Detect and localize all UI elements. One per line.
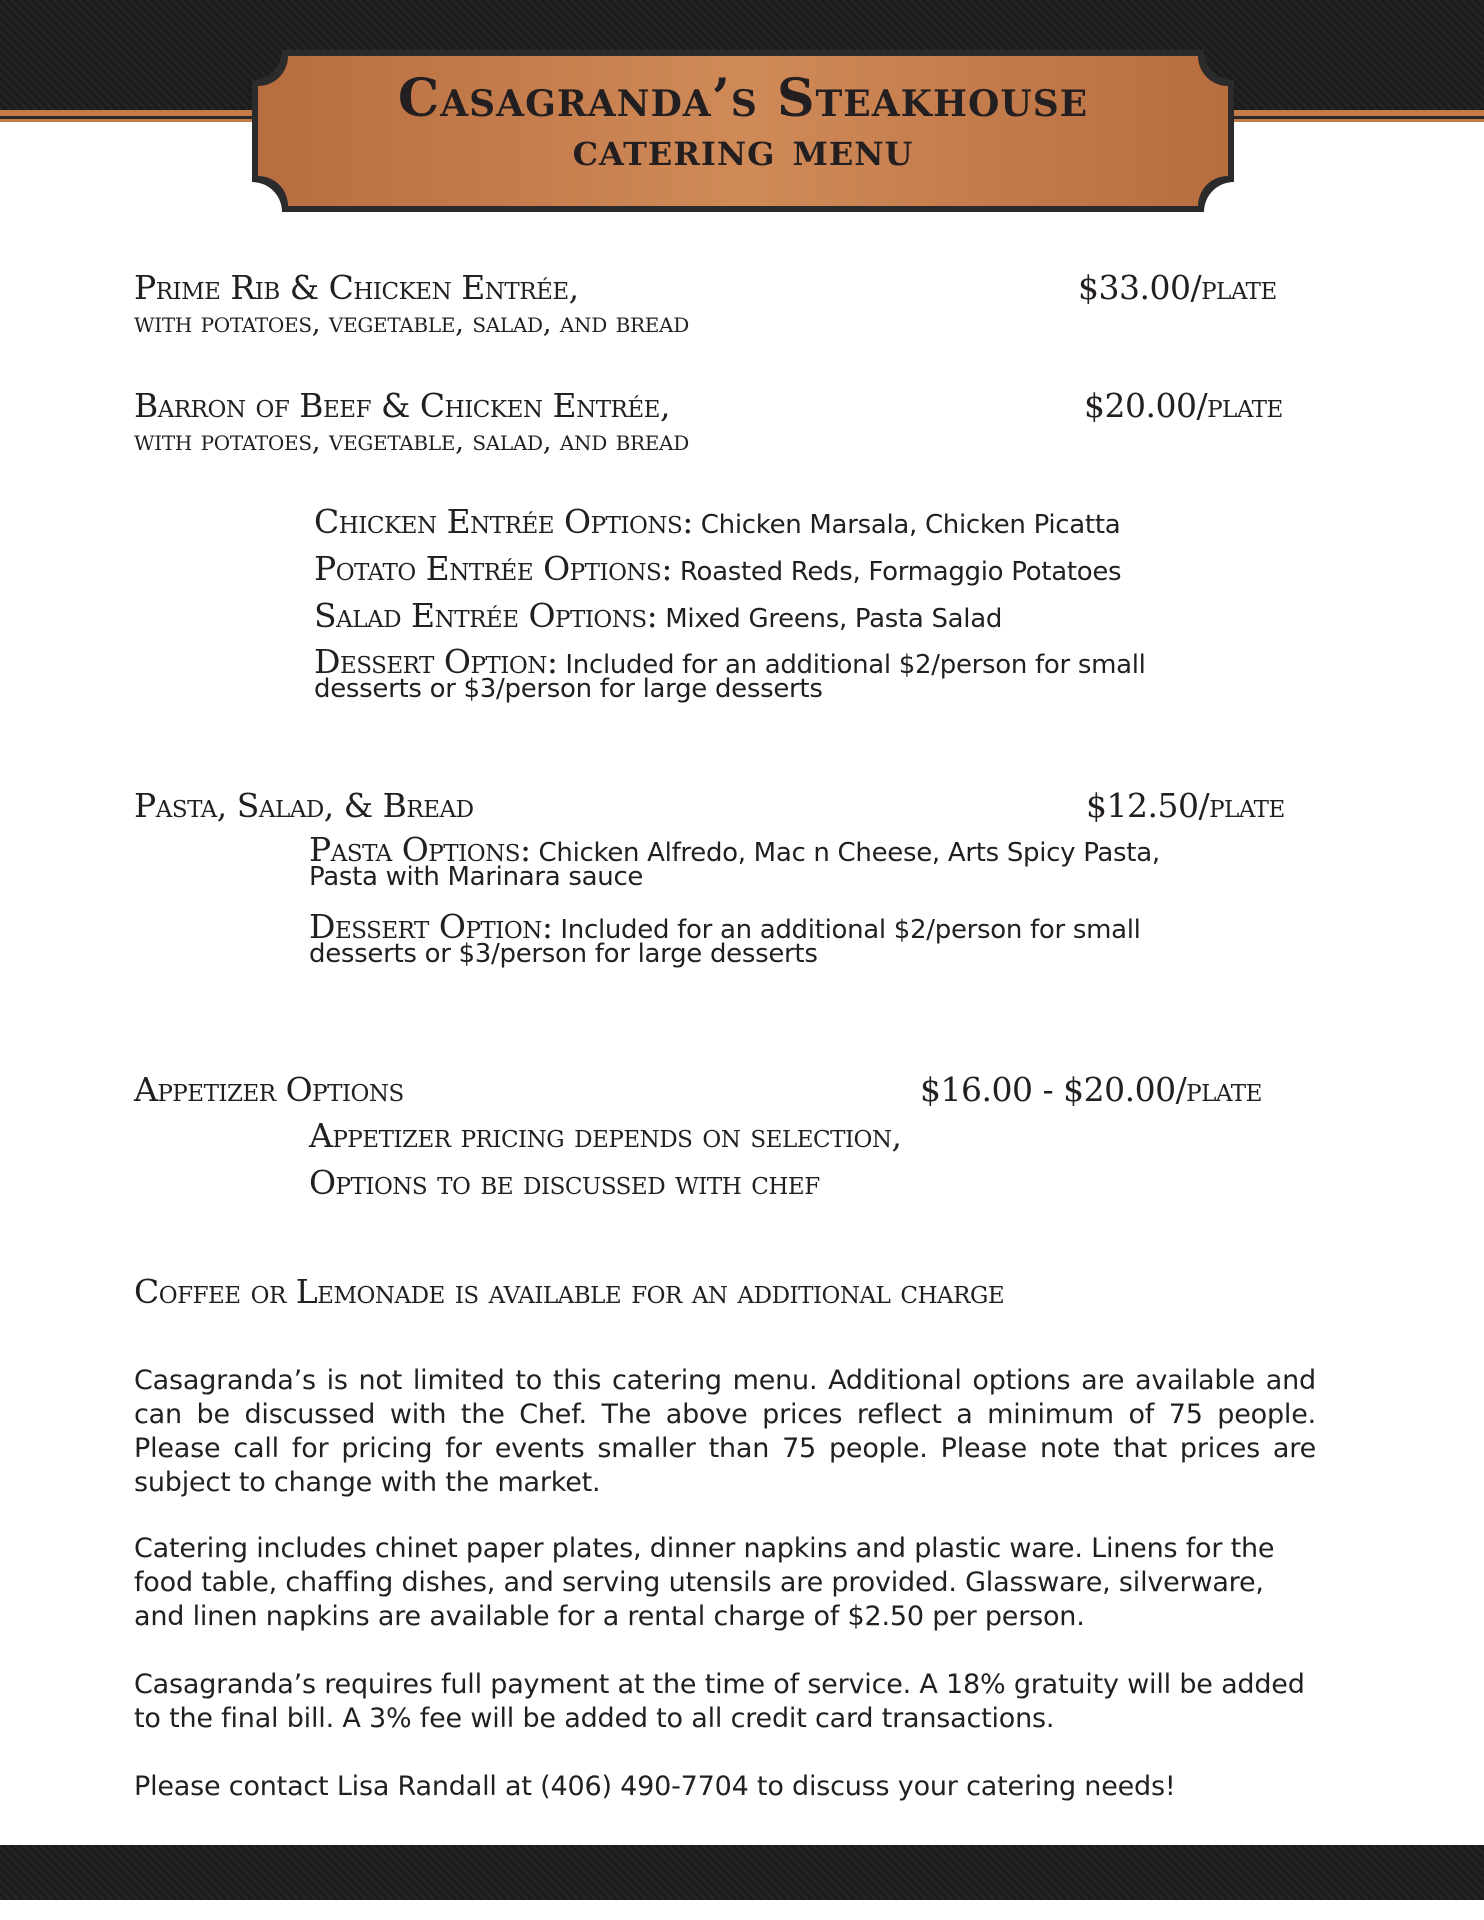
potato-options-line — [314, 549, 1121, 588]
paragraph-menu-policy: Casagranda’s is not limited to this catering menu. Additional options are available and can be discussed with the Chef. The above prices reflect a minimum of 75 people. Please call for pricing for events smaller than 75 people. Please note that prices are subject to change with the market. — [134, 1365, 1316, 1498]
appetizer-title: Appetizer Options — [134, 1070, 404, 1109]
potato-options-value: Roasted Reds, Formaggio Potatoes — [671, 557, 1122, 587]
salad-options-value: Mixed Greens, Pasta Salad — [657, 604, 1003, 634]
appetizer-price: $16.00 - $20.00/plate — [920, 1070, 1262, 1109]
pasta-options-label: Pasta Options: — [309, 830, 531, 869]
item-subtitle-barron-of-beef: with potatoes, vegetable, salad, and bread — [134, 424, 689, 457]
title-banner — [252, 50, 1234, 212]
salad-options-line — [314, 596, 1002, 635]
appetizer-note-line2: Options to be discussed with chef — [309, 1163, 820, 1202]
bottom-decorative-band — [0, 1845, 1484, 1900]
dessert-options-value: Included for an additional $2/person for small — [557, 650, 1146, 680]
pasta-title: Pasta, Salad, & Bread — [134, 786, 474, 825]
page-title: Casagranda’s Steakhouse — [397, 68, 1089, 129]
item-title-barron-of-beef: Barron of Beef & Chicken Entrée, — [134, 386, 670, 425]
appetizer-note-line1: Appetizer pricing depends on selection, — [309, 1116, 902, 1155]
pasta-options-value: Chicken Alfredo, Mac n Cheese, Arts Spicy Pasta, — [530, 838, 1160, 868]
pasta-price: $12.50/plate — [1086, 786, 1285, 825]
paragraph-contact: Please contact Lisa Randall at (406) 490-7704 to discuss your catering needs! — [134, 1771, 1176, 1802]
page-subtitle: catering menu — [572, 122, 914, 176]
pasta-dessert-continuation: desserts or $3/person for large desserts — [309, 939, 818, 969]
dessert-options-label: Dessert Option: — [314, 642, 558, 681]
paragraph-catering-includes: Catering includes chinet paper plates, dinner napkins and plastic ware. Linens for the food table, chaffing dishes, and serving utensils are provided. Glassware, silverware, and linen napkins are available for a rental charge of $2.50 per person. — [134, 1533, 1275, 1632]
item-title-prime-rib: Prime Rib & Chicken Entrée, — [134, 268, 579, 307]
beverage-note: Coffee or Lemonade is available for an additional charge — [134, 1272, 1005, 1311]
item-subtitle-prime-rib: with potatoes, vegetable, salad, and bread — [134, 306, 689, 339]
chicken-options-label: Chicken Entrée Options: — [314, 502, 693, 541]
chicken-options-value: Chicken Marsala, Chicken Picatta — [692, 510, 1121, 540]
item-price-prime-rib: $33.00/plate — [1078, 268, 1277, 307]
pasta-dessert-label: Dessert Option: — [309, 907, 553, 946]
pasta-dessert-value: Included for an additional $2/person for small — [552, 915, 1141, 945]
potato-options-label: Potato Entrée Options: — [314, 549, 672, 588]
item-price-barron-of-beef: $20.00/plate — [1084, 386, 1283, 425]
dessert-options-continuation: desserts or $3/person for large desserts — [314, 674, 823, 704]
chicken-options-line — [314, 502, 1120, 541]
salad-options-label: Salad Entrée Options: — [314, 596, 658, 635]
pasta-options-continuation: Pasta with Marinara sauce — [309, 862, 644, 892]
paragraph-payment-terms: Casagranda’s requires full payment at the time of service. A 18% gratuity will be added to the final bill. A 3% fee will be added to all credit card transactions. — [134, 1669, 1305, 1734]
